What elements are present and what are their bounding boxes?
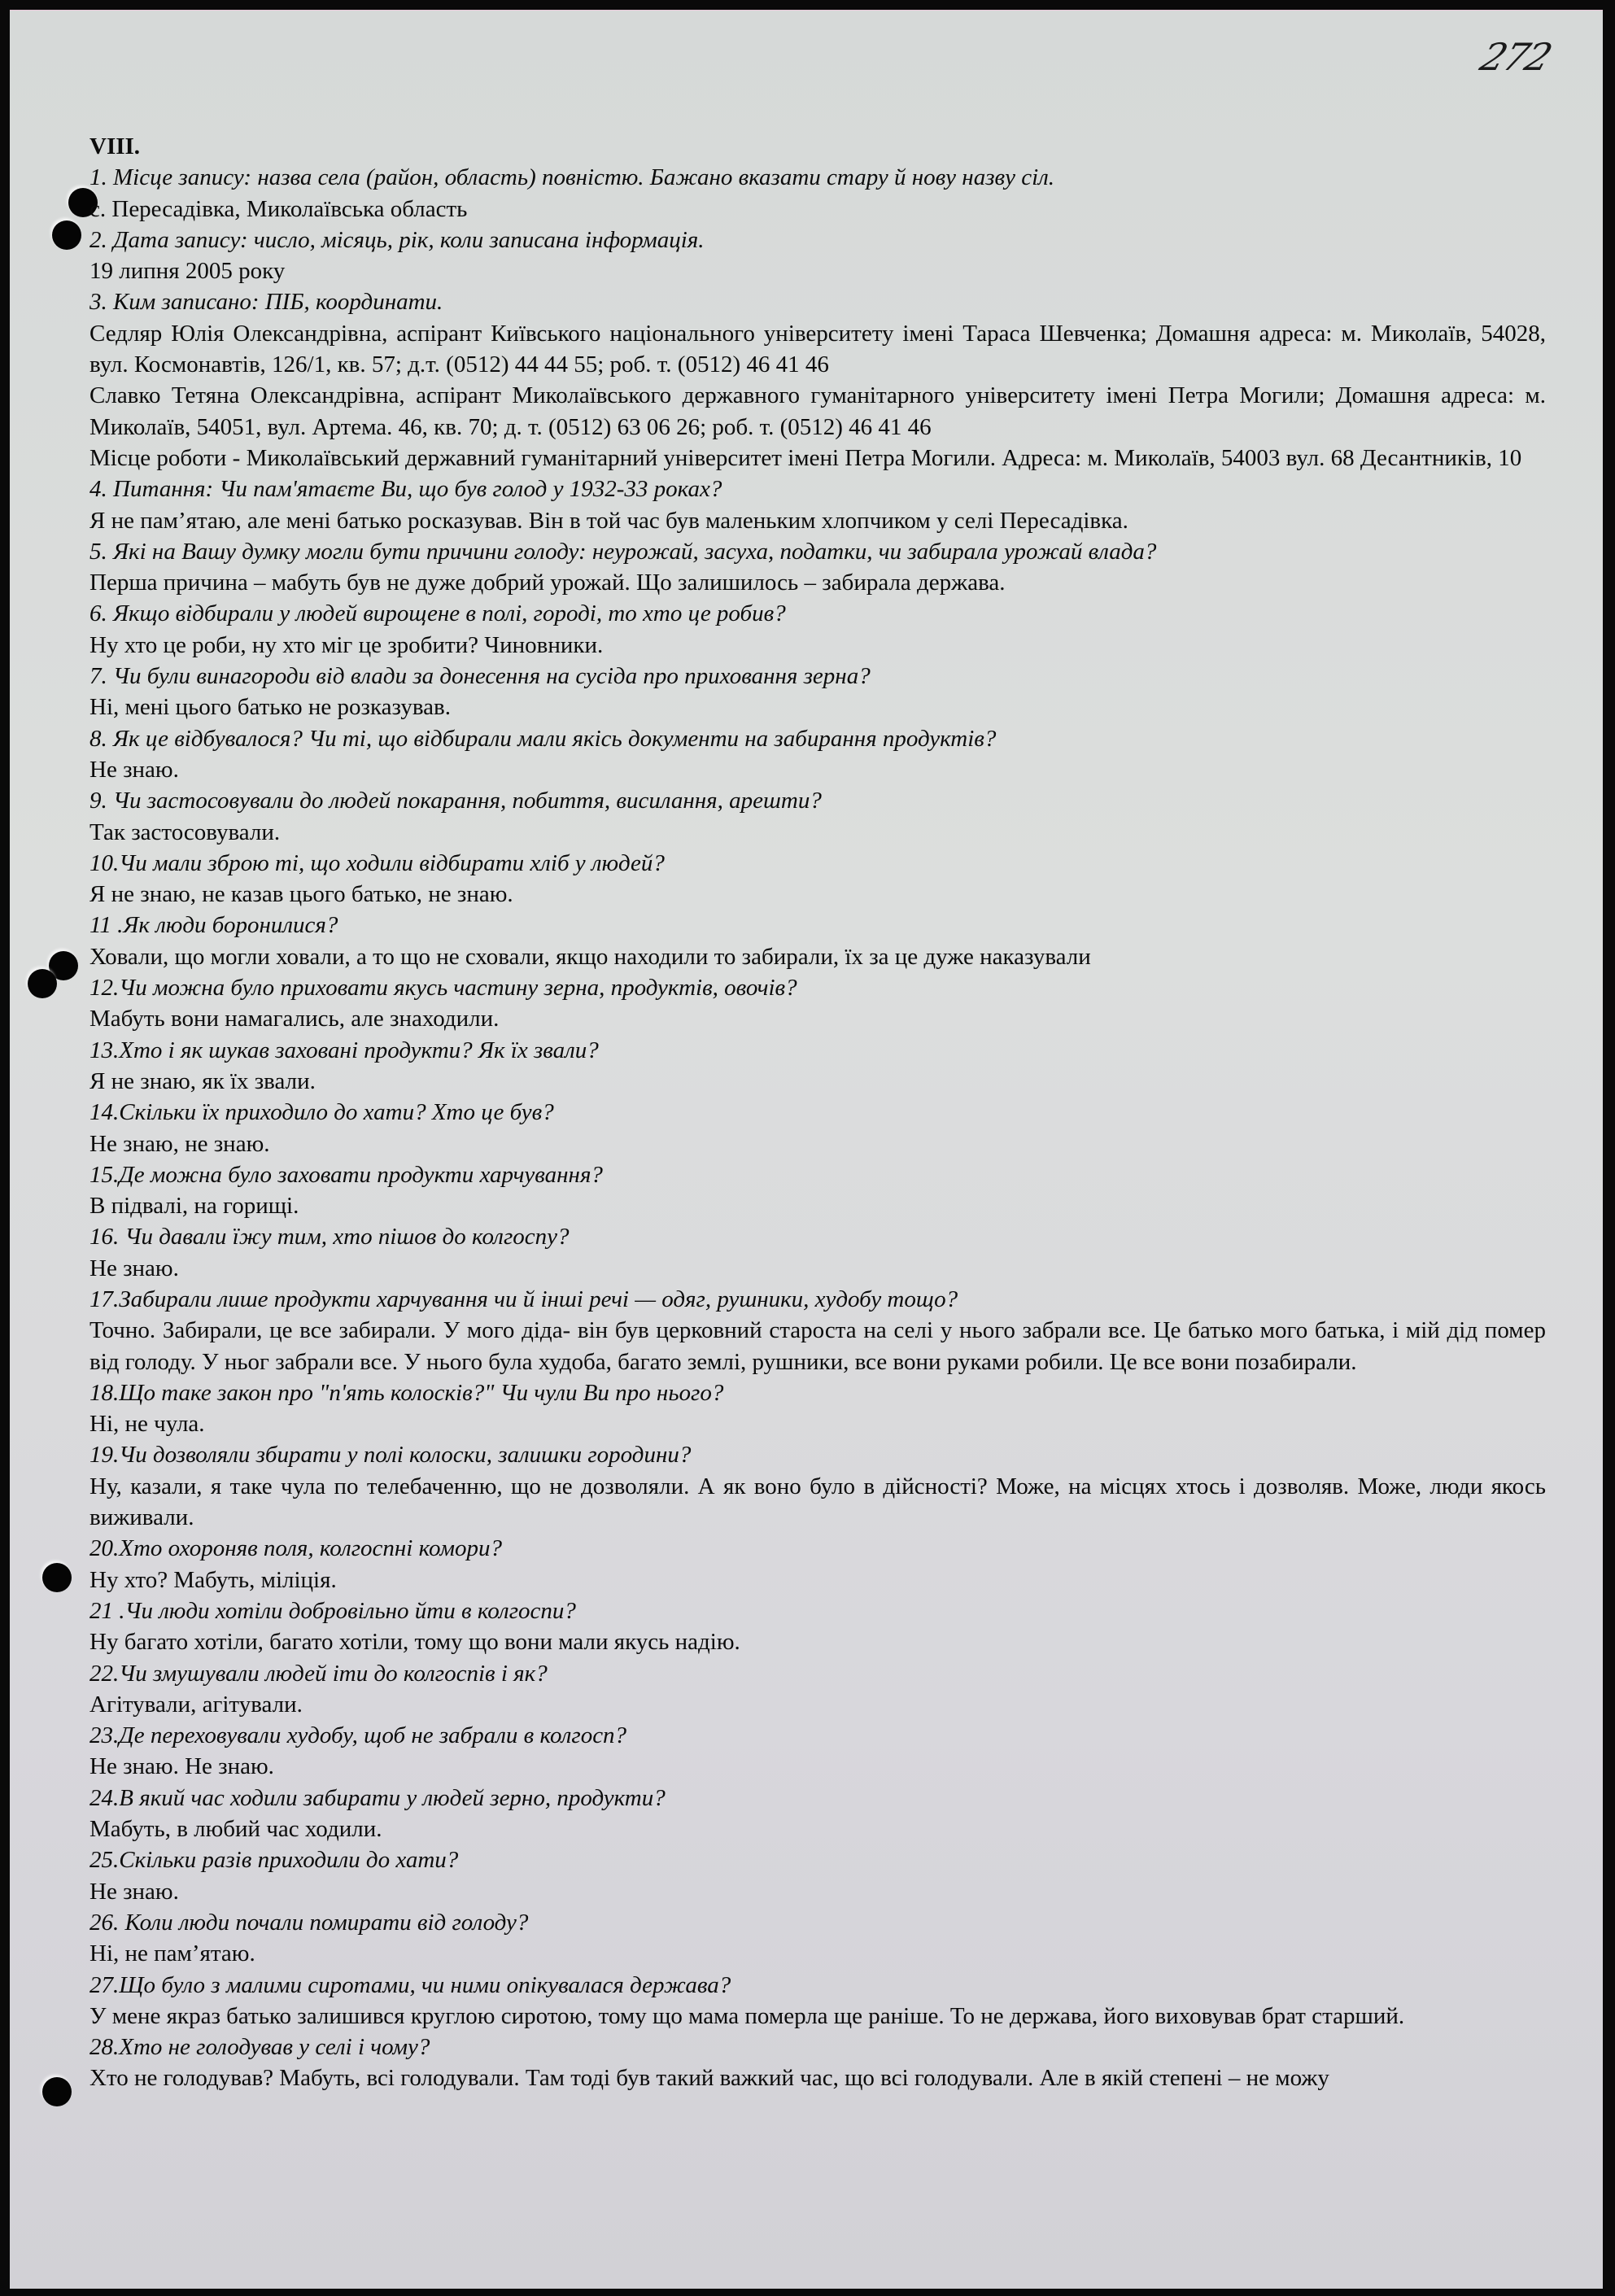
question: 13.Хто і як шукав заховані продукти? Як їх звали? <box>89 1037 599 1063</box>
question: 21 .Чи люди хотіли добровільно йти в колгоспи? <box>89 1597 576 1624</box>
question: 14.Скільки їх приходило до хати? Хто це був? <box>89 1099 554 1126</box>
answer: Хто не голодував? Мабуть, всі голодували. Там тоді був такий важкий час, що всі голодували. Але в якій степені – не можу <box>89 2065 1329 2092</box>
question: 7. Чи були винагороди від влади за донесення на сусіда про приховання зерна? <box>89 663 871 690</box>
answer: Я не знаю, як їх звали. <box>89 1067 316 1094</box>
answer: Так застосовували. <box>89 818 281 845</box>
answer: Ні, не чула. <box>89 1411 205 1438</box>
question: 8. Як це відбувалося? Чи ті, що відбирали мали якісь документи на забирання продуктів? <box>89 725 997 752</box>
question: 19.Чи дозволяли збирати у полі колоски, залишки городини? <box>89 1442 692 1469</box>
answer: Мабуть вони намагались, але знаходили. <box>89 1006 500 1032</box>
question: 15.Де можна було заховати продукти харчування? <box>89 1161 603 1188</box>
answer: Славко Тетяна Олександрівна, аспірант Миколаївського державного гуманітарного університету імені Петра Могили; Домашня адреса: м. Миколаїв, 54051, вул. Артема. 46, кв. 70; д. т. (0512) 63 06 26; роб. т. (0512) 46 41 46 <box>89 382 1546 440</box>
question: 28.Хто не голодував у селі і чому? <box>89 2034 430 2061</box>
answer: Ну хто? Мабуть, міліція. <box>89 1566 337 1593</box>
answer: Місце роботи - Миколаївський державний гуманітарний університет імені Петра Могили. Адреса: м. Миколаїв, 54003 вул. 68 Десантників, 10 <box>89 444 1522 471</box>
questionnaire-content <box>89 131 1546 2094</box>
answer: Не знаю. <box>89 1255 179 1281</box>
answer: Ну, казали, я таке чула по телебаченню, що не дозволяли. А як воно було в дійсності? Може, на місцях хтось і дозволяв. Може, люди якось виживали. <box>89 1473 1546 1531</box>
answer: Ні, не пам’ятаю. <box>89 1940 255 1967</box>
question: 23.Де переховували худобу, щоб не забрали в колгосп? <box>89 1722 627 1749</box>
punch-hole <box>42 2077 72 2106</box>
question: 2. Дата запису: число, місяць, рік, коли записана інформація. <box>89 226 705 253</box>
answer: У мене якраз батько залишився круглою сиротою, тому що мама померла ще раніше. То не держава, його виховував брат старший. <box>89 2002 1405 2029</box>
punch-hole <box>52 220 81 250</box>
question: 20.Хто охороняв поля, колгоспні комори? <box>89 1535 502 1562</box>
answer: Агітували, агітували. <box>89 1691 303 1718</box>
answer: Не знаю. <box>89 1878 179 1905</box>
answer: Точно. Забирали, це все забирали. У мого діда- він був церковний староста на селі у нього забрали все. Це батько мого батька, і мій дід помер від голоду. У ньог забрали все. У нього була худоба, багато землі, рушники, все вони руками робили. Це все вони позабирали. <box>89 1317 1546 1375</box>
answer: Седляр Юлія Олександрівна, аспірант Київського національного університету імені Тараса Шевченка; Домашня адреса: м. Миколаїв, 54028, вул. Космонавтів, 126/1, кв. 57; д.т. (0512) 44 44 55; роб. т. (0512) 46 41 46 <box>89 320 1546 378</box>
question: 9. Чи застосовували до людей покарання, побиття, висилання, арешти? <box>89 788 822 814</box>
question: 26. Коли люди почали помирати від голоду? <box>89 1909 529 1936</box>
answer: Ну багато хотіли, багато хотіли, тому що вони мали якусь надію. <box>89 1629 740 1656</box>
question: 27.Що було з малими сиротами, чи ними опікувалася держава? <box>89 1971 731 1998</box>
answer: Ні, мені цього батько не розказував. <box>89 694 451 721</box>
question: 22.Чи змушували людей іти до колгоспів і як? <box>89 1660 548 1687</box>
answer: Перша причина – мабуть був не дуже добрий урожай. Що залишилось – забирала держава. <box>89 570 1006 596</box>
answer: 19 липня 2005 року <box>89 258 286 285</box>
question: 11 .Як люди боронилися? <box>89 912 338 939</box>
section-heading: VIII. <box>89 133 141 159</box>
question: 6. Якщо відбирали у людей вирощене в полі, городі, то хто це робив? <box>89 600 786 627</box>
answer: Не знаю. <box>89 756 179 783</box>
question: 3. Ким записано: ПІБ, координати. <box>89 289 443 316</box>
answer: Ну хто це роби, ну хто міг це зробити? Чиновники. <box>89 631 604 658</box>
document-page <box>10 10 1603 2289</box>
punch-hole <box>28 969 57 998</box>
handwritten-page-number: 272 <box>1475 35 1556 79</box>
entries-list <box>89 162 1546 2093</box>
question: 25.Скільки разів приходили до хати? <box>89 1847 459 1874</box>
answer: Я не пам’ятаю, але мені батько росказував. Він в той час був маленьким хлопчиком у селі Пересадівка. <box>89 507 1128 534</box>
question: 18.Що таке закон про "п'ять колосків?" Чи чули Ви про нього? <box>89 1379 724 1406</box>
question: 4. Питання: Чи пам'ятаєте Ви, що був голод у 1932-33 роках? <box>89 476 722 503</box>
question: 5. Які на Вашу думку могли бути причини голоду: неурожай, засуха, податки, чи забирала урожай влада? <box>89 538 1157 565</box>
answer: В підвалі, на горищі. <box>89 1193 299 1220</box>
question: 17.Забирали лише продукти харчування чи й інші речі — одяг, рушники, худобу тощо? <box>89 1285 958 1312</box>
answer: Ховали, що могли ховали, а то що не сховали, якщо находили то забирали, їх за це дуже наказували <box>89 943 1091 970</box>
answer: с. Пересадівка, Миколаївська область <box>89 195 468 222</box>
answer: Не знаю. Не знаю. <box>89 1753 274 1780</box>
question: 24.В який час ходили забирати у людей зерно, продукти? <box>89 1784 666 1811</box>
answer: Мабуть, в любий час ходили. <box>89 1816 382 1843</box>
question: 12.Чи можна було приховати якусь частину зерна, продуктів, овочів? <box>89 975 797 1002</box>
question: 16. Чи давали їжу тим, хто пішов до колгоспу? <box>89 1224 570 1251</box>
question: 1. Місце запису: назва села (район, область) повністю. Бажано вказати стару й нову назву сіл. <box>89 164 1055 191</box>
answer: Я не знаю, не казав цього батько, не знаю. <box>89 881 513 908</box>
punch-hole <box>42 1563 72 1592</box>
answer: Не знаю, не знаю. <box>89 1130 270 1157</box>
question: 10.Чи мали зброю ті, що ходили відбирати хліб у людей? <box>89 849 665 876</box>
